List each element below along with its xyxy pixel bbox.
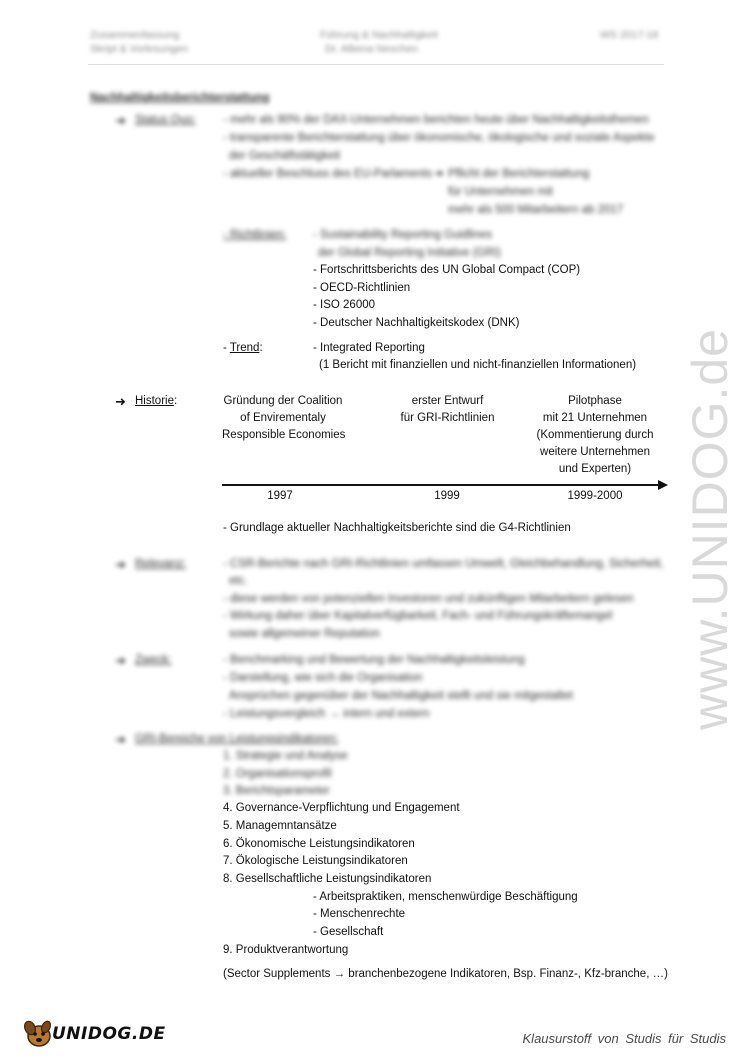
status-quo-label: Status Quo: [135,114,196,126]
historie-label: Historie: [135,395,178,407]
relevanz-line: - Wirkung daher über Kapitalverfügbarkeit, Fach- und Führungskräftemangel [223,610,613,622]
gri-item: 4. Governance-Verpflichtung und Engagement [223,802,460,814]
footer-tagline: Klausurstoff von Studis für Studis [522,1031,726,1046]
gri-item: 9. Produktverantwortung [223,944,349,956]
watermark: www.UNIDOG.de [682,328,738,730]
timeline-event-1997: Gründung der Coalition of Envirementaly Responsible Economies [222,395,346,441]
gri-sub-item: - Menschenrechte [313,908,406,920]
zweck-line: Ansprüchen gegenüber der Nachhaltigkeit stellt und sie mitgestaltet [229,690,573,702]
header-right: WS 2017-18 [600,29,659,41]
status-quo-line: Pflicht der Berichterstattung [448,168,590,180]
gri-item: 2. Organisationsprofil [223,768,332,780]
richtlinien-item: - Fortschrittsberichts des UN Global Compact (COP) [313,264,581,276]
status-quo-line: mehr als 500 Mitarbeitern ab 2017 [448,204,624,216]
sector-supplements: (Sector Supplements → branchenbezogene Indikatoren, Bsp. Finanz-, Kfz-branche, …) [223,968,668,980]
relevanz-line: - CSR-Berichte nach GRI-Richtlinien umfassen Umwelt, Gleichbehandlung, Sicherheit, [223,558,664,570]
dog-icon [22,1016,54,1050]
right-arrow-icon: ➜ [115,394,126,409]
footer-logo[interactable] [22,1016,166,1052]
zweck-line: - Darstellung, wie sich die Organisation [223,672,423,684]
gri-sub-item: - Arbeitspraktiken, menschenwürdige Beschäftigung [313,891,578,903]
gri-item: 6. Ökonomische Leistungsindikatoren [223,838,415,850]
relevanz-line: sowie allgemeiner Reputation [229,628,380,640]
timeline-year: 1997 [267,490,293,502]
right-arrow-icon: ➜ [115,557,126,572]
relevanz-label: Relevanz: [135,558,187,570]
gri-sub-item: - Gesellschaft [313,926,384,938]
gri-label: GRI-Bereiche von Leistungsindikatoren: [135,733,339,745]
zweck-line: - Benchmarking und Bewertung der Nachhaltigkeitsleistung [223,654,525,666]
timeline-line [222,484,660,486]
relevanz-line: - diese werden von potenziellen Investoren und zukünftigen Mitarbeitern gelesen [223,593,634,605]
richtlinien-item: - Sustainability Reporting Guidlines [313,229,492,241]
header-center-1: Führung & Nachhaltigkeit [320,29,438,41]
gri-item: 1. Strategie und Analyse [223,750,348,762]
gri-item: 8. Gesellschaftliche Leistungsindikatoren [223,873,432,885]
status-quo-line: der Geschäftstätigkeit [229,150,341,162]
header-divider [88,64,664,65]
historie-note: - Grundlage aktueller Nachhaltigkeitsberichte sind die G4-Richtlinien [223,522,571,534]
right-arrow-icon: ➜ [115,732,126,747]
timeline-year: 1999 [434,490,460,502]
timeline-event-1999-2000: Pilotphase mit 21 Unternehmen (Kommentierung durch weitere Unternehmen und Experten) [536,395,654,475]
gri-item: 3. Berichtsparameter [223,785,330,797]
logo-text: UNIDOG.DE [52,1024,166,1044]
status-quo-line: - mehr als 90% der DAX-Unternehmen berichten heute über Nachhaltigkeitsthemen [223,114,649,126]
zweck-line: - Leistungsvergleich → intern und extern [223,708,430,720]
zweck-label: Zweck: [135,654,172,666]
status-quo-line: - transparente Berichterstattung über ökonomische, ökologische und soziale Aspekte [223,132,655,144]
richtlinien-item: - Deutscher Nachhaltigkeitskodex (DNK) [313,317,520,329]
trend-line: - Integrated Reporting [313,342,425,354]
timeline-event-1999: erster Entwurf für GRI-Richtlinien [400,395,495,424]
trend-label: - Trend: [223,342,263,354]
header-center-2: Dr. Albena Neschen [325,43,418,55]
status-quo-line: - aktueller Beschluss des EU-Parlaments [223,168,432,180]
trend-line: (1 Bericht mit finanziellen und nicht-finanziellen Informationen) [319,359,637,371]
richtlinien-label: - Richtlinien: [223,229,287,241]
right-arrow-icon: ➜ [115,113,126,128]
header-left-1: Zusammenfassung [90,29,180,41]
gri-item: 5. Managemntansätze [223,820,337,832]
right-arrow-icon: → [333,968,346,980]
gri-item: 7. Ökologische Leistungsindikatoren [223,855,408,867]
status-quo-line: für Unternehmen mit [448,186,553,198]
timeline-year: 1999-2000 [567,490,623,502]
header-left-2: Skript & Vorlesungen [90,43,189,55]
right-arrow-icon: ➜ [434,168,444,180]
section-title: Nachhaltigkeitsberichterstattung [90,92,270,104]
richtlinien-item: - ISO 26000 [313,299,376,311]
right-arrow-icon: ➜ [115,653,126,668]
richtlinien-item: der Global Reporting Initiative (GRI) [318,247,501,259]
relevanz-line: etc. [229,575,248,587]
richtlinien-item: - OECD-Richtlinien [313,282,411,294]
